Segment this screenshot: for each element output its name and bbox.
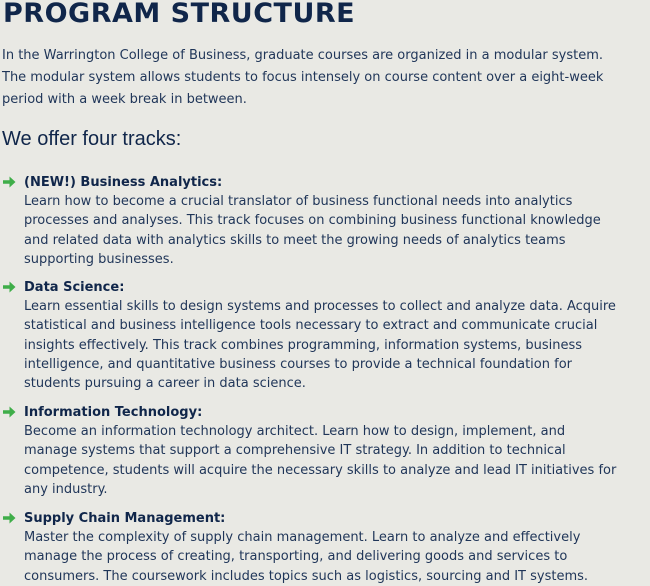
intro-line: The modular system allows students to focus intensely on course content over a eight-week [2,70,604,85]
track-description-line: Master the complexity of supply chain management. Learn to analyze and effectively [24,530,581,545]
track-name: Information Technology: [24,405,203,420]
tracks-heading: We offer four tracks: [2,128,182,150]
track-description-line: Learn how to become a crucial translator of business functional needs into analytics [24,194,573,209]
track-description-line: any industry. [24,481,108,497]
track-description-line: competence, students will acquire the necessary skills to analyze and lead IT initiatives for [24,462,617,478]
track-description [24,422,650,499]
track-description-line: Become an information technology architect. Learn how to design, implement, and [24,424,566,439]
track-name: Data Science: [24,280,125,295]
track-description-line: manage systems that support a comprehensive IT strategy. In addition to technical [24,443,566,459]
track-description-line: and related data with analytics skills to meet the growing needs of analytics teams [24,232,566,248]
track-description-line: statistical and business intelligence tools necessary to extract and communicate crucial [24,318,598,334]
track-description [24,192,650,269]
intro-paragraph [2,45,642,111]
green-arrow-icon [3,406,16,418]
green-arrow-icon [3,512,16,524]
track-description [24,528,650,586]
track-description-line: students pursuing a career in data science. [24,376,306,392]
intro-line: In the Warrington College of Business, graduate courses are organized in a modular system. [2,48,604,63]
track-description-line: processes and analyses. This track focuses on combining business functional knowledge [24,213,601,229]
track-description-line: supporting businesses. [24,251,174,267]
track-name: Supply Chain Management: [24,511,226,526]
track-description-line: manage the process of creating, transporting, and delivering goods and services to [24,549,568,565]
green-arrow-icon [3,176,16,188]
track-description [24,297,650,393]
track-description-line: insights effectively. This track combines programming, information systems, business [24,337,583,353]
track-description-line: consumers. The coursework includes topics such as logistics, sourcing and IT systems. [24,568,589,584]
page-title: PROGRAM STRUCTURE [3,0,356,29]
track-description-line: Learn essential skills to design systems and processes to collect and analyze data. Acquire [24,299,616,314]
track-description-line: intelligence, and quantitative business courses to provide a technical foundation for [24,356,572,372]
green-arrow-icon [3,281,16,293]
intro-line: period with a week break in between. [2,92,247,107]
track-name: (NEW!) Business Analytics: [24,175,223,190]
